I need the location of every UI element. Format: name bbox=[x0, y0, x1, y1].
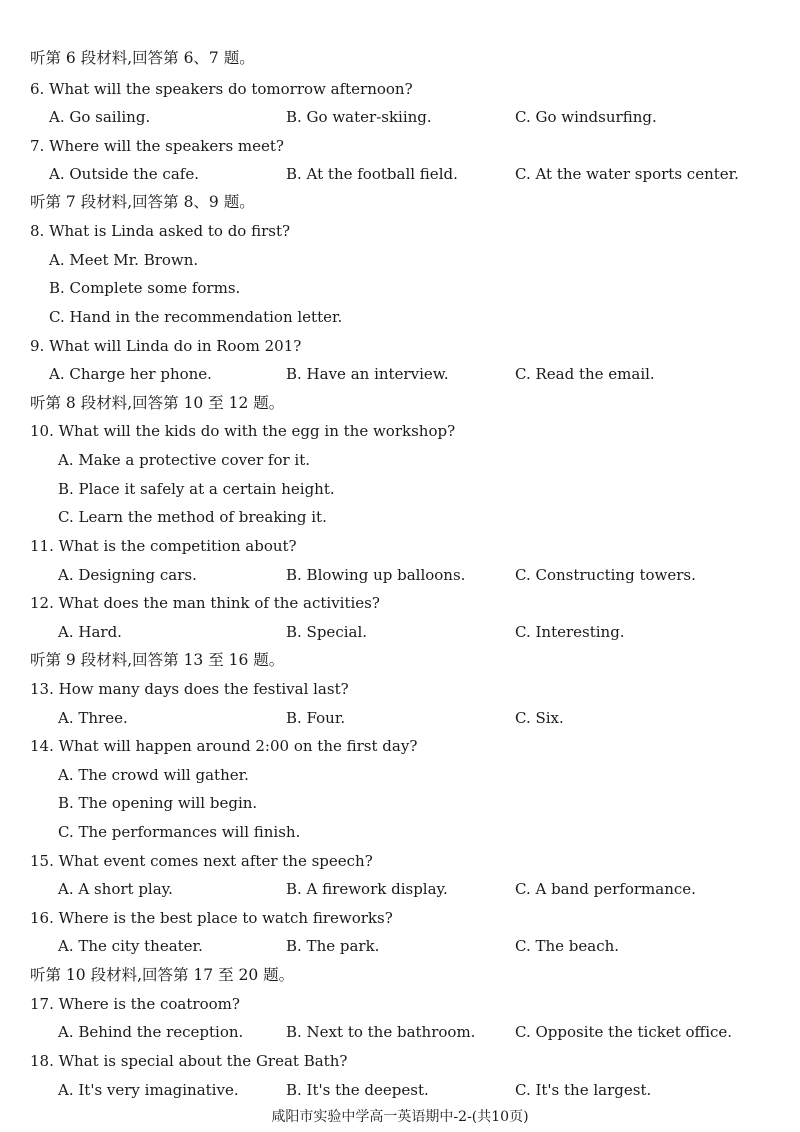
option-16b: B. The park. bbox=[286, 937, 380, 955]
option-15a: A. A short play. bbox=[58, 880, 173, 898]
options-row-7 bbox=[0, 160, 800, 188]
option-14a: A. The crowd will gather. bbox=[58, 766, 249, 784]
option-10a-row bbox=[0, 446, 800, 474]
options-row-9 bbox=[0, 360, 800, 388]
options-row-17 bbox=[0, 1018, 800, 1046]
option-17c: C. Opposite the ticket office. bbox=[515, 1023, 733, 1041]
section-heading-9: 听第 9 段材料,回答第 13 至 16 题。 bbox=[30, 651, 285, 669]
option-13b: B. Four. bbox=[286, 709, 346, 727]
option-14c: C. The performances will finish. bbox=[58, 823, 301, 841]
options-row-11 bbox=[0, 561, 800, 589]
question-8: 8. What is Linda asked to do first? bbox=[30, 222, 291, 240]
question-9: 9. What will Linda do in Room 201? bbox=[30, 337, 302, 355]
options-row-6 bbox=[0, 103, 800, 131]
option-17b: B. Next to the bathroom. bbox=[286, 1023, 476, 1041]
option-6b: B. Go water-skiing. bbox=[286, 108, 432, 126]
option-8c: C. Hand in the recommendation letter. bbox=[49, 308, 343, 326]
option-10c: C. Learn the method of breaking it. bbox=[58, 508, 327, 526]
page-footer: 咸阳市实验中学高一英语期中-2-(共10页) bbox=[271, 1109, 529, 1125]
option-6a: A. Go sailing. bbox=[49, 108, 151, 126]
section-heading-10: 听第 10 段材料,回答第 17 至 20 题。 bbox=[30, 966, 295, 984]
option-10b-row bbox=[0, 475, 800, 503]
option-14b: B. The opening will begin. bbox=[58, 794, 258, 812]
option-16a: A. The city theater. bbox=[58, 937, 203, 955]
question-6: 6. What will the speakers do tomorrow afternoon? bbox=[30, 80, 413, 98]
option-10a: A. Make a protective cover for it. bbox=[58, 451, 311, 469]
section-heading-6: 听第 6 段材料,回答第 6、7 题。 bbox=[30, 49, 255, 67]
question-12: 12. What does the man think of the activities? bbox=[30, 594, 380, 612]
option-10b: B. Place it safely at a certain height. bbox=[58, 480, 335, 498]
option-12b: B. Special. bbox=[286, 623, 368, 641]
option-18b: B. It's the deepest. bbox=[286, 1081, 429, 1099]
option-14c-row bbox=[0, 818, 800, 846]
question-16: 16. Where is the best place to watch fireworks? bbox=[30, 909, 393, 927]
question-18: 18. What is special about the Great Bath? bbox=[30, 1052, 348, 1070]
option-9b: B. Have an interview. bbox=[286, 365, 449, 383]
options-row-15 bbox=[0, 875, 800, 903]
option-18a: A. It's very imaginative. bbox=[58, 1081, 239, 1099]
question-11: 11. What is the competition about? bbox=[30, 537, 297, 555]
option-10c-row bbox=[0, 503, 800, 531]
option-17a: A. Behind the reception. bbox=[58, 1023, 244, 1041]
options-row-18 bbox=[0, 1076, 800, 1104]
option-7a: A. Outside the cafe. bbox=[49, 165, 199, 183]
option-8a: A. Meet Mr. Brown. bbox=[49, 251, 199, 269]
option-9a: A. Charge her phone. bbox=[49, 365, 212, 383]
question-15: 15. What event comes next after the speech? bbox=[30, 852, 373, 870]
option-6c: C. Go windsurfing. bbox=[515, 108, 657, 126]
option-8b-row bbox=[0, 274, 800, 302]
option-15c: C. A band performance. bbox=[515, 880, 696, 898]
question-14: 14. What will happen around 2:00 on the first day? bbox=[30, 737, 418, 755]
option-8b: B. Complete some forms. bbox=[49, 279, 241, 297]
option-12c: C. Interesting. bbox=[515, 623, 625, 641]
option-15b: B. A firework display. bbox=[286, 880, 448, 898]
question-10: 10. What will the kids do with the egg in the workshop? bbox=[30, 422, 456, 440]
option-14b-row bbox=[0, 789, 800, 817]
option-7b: B. At the football field. bbox=[286, 165, 458, 183]
option-14a-row bbox=[0, 761, 800, 789]
question-17: 17. Where is the coatroom? bbox=[30, 995, 240, 1013]
option-11b: B. Blowing up balloons. bbox=[286, 566, 466, 584]
option-11c: C. Constructing towers. bbox=[515, 566, 696, 584]
section-heading-7: 听第 7 段材料,回答第 8、9 题。 bbox=[30, 193, 255, 211]
option-16c: C. The beach. bbox=[515, 937, 620, 955]
option-13a: A. Three. bbox=[58, 709, 128, 727]
option-8c-row bbox=[0, 303, 800, 331]
options-row-16 bbox=[0, 932, 800, 960]
options-row-12 bbox=[0, 618, 800, 646]
option-9c: C. Read the email. bbox=[515, 365, 655, 383]
option-13c: C. Six. bbox=[515, 709, 564, 727]
question-7: 7. Where will the speakers meet? bbox=[30, 137, 284, 155]
option-12a: A. Hard. bbox=[58, 623, 122, 641]
question-13: 13. How many days does the festival last? bbox=[30, 680, 349, 698]
option-8a-row bbox=[0, 246, 800, 274]
option-7c: C. At the water sports center. bbox=[515, 165, 739, 183]
option-18c: C. It's the largest. bbox=[515, 1081, 652, 1099]
options-row-13 bbox=[0, 704, 800, 732]
section-heading-8: 听第 8 段材料,回答第 10 至 12 题。 bbox=[30, 394, 285, 412]
option-11a: A. Designing cars. bbox=[58, 566, 197, 584]
